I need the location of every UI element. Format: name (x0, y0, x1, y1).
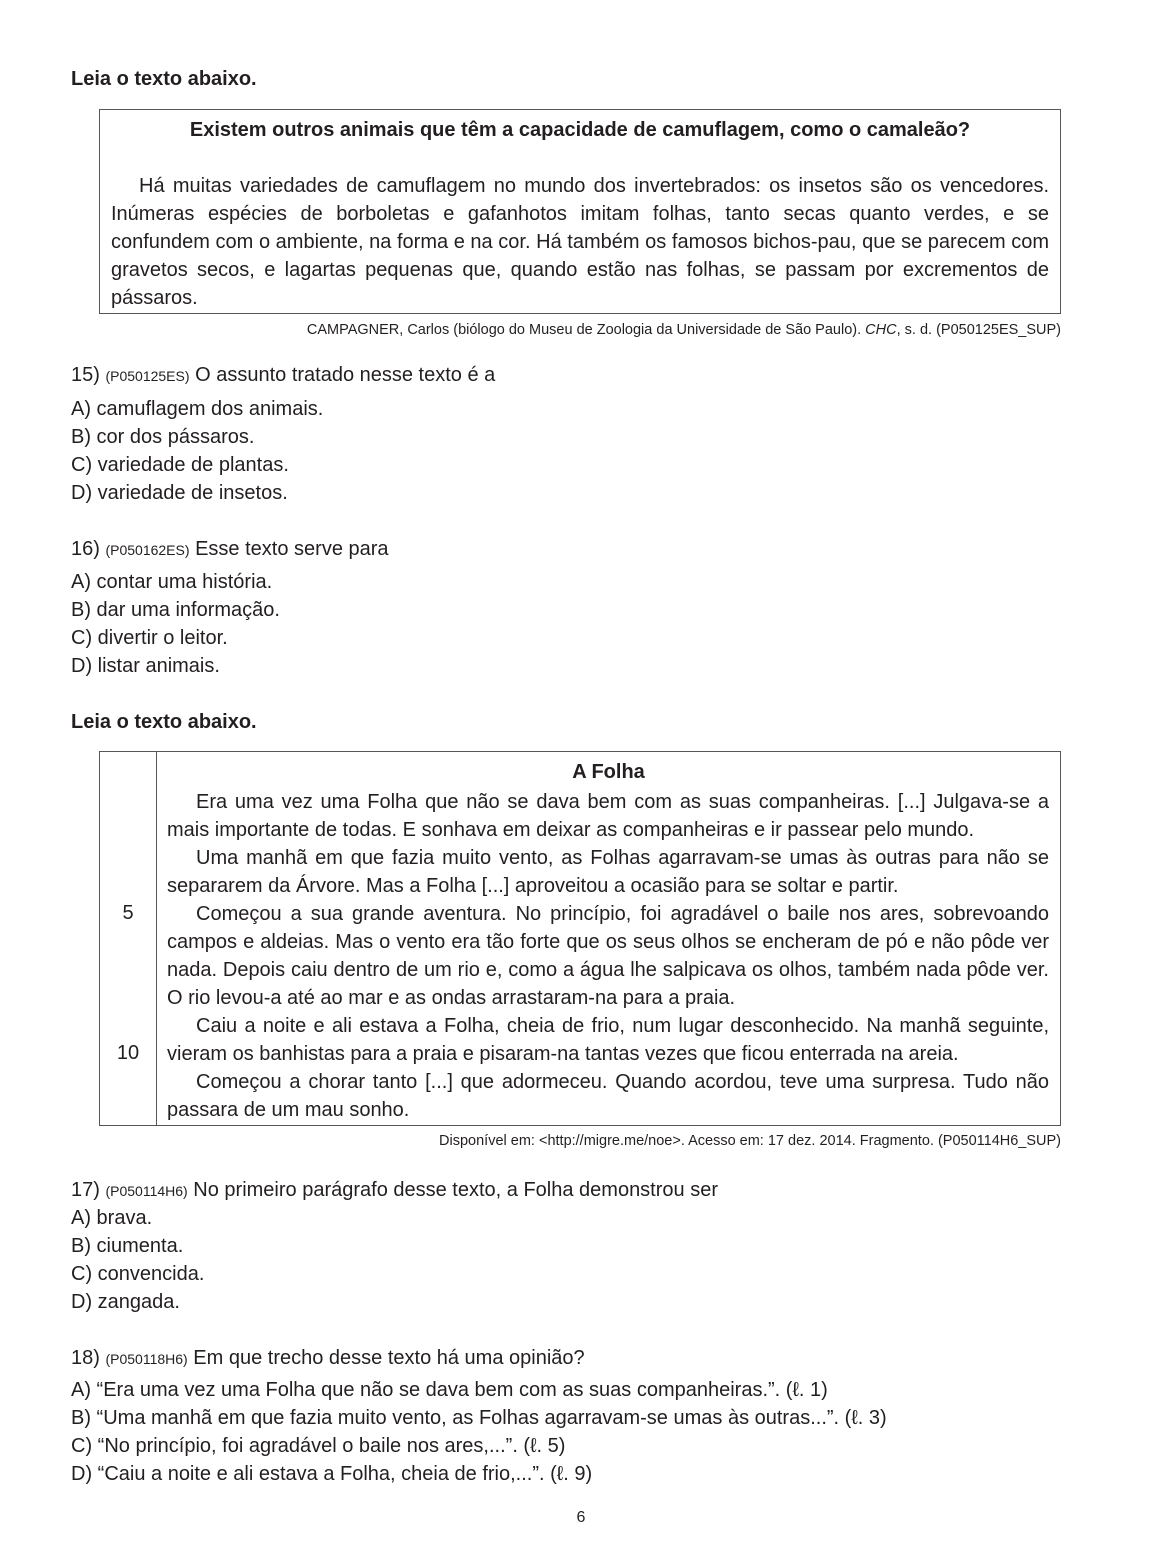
option-a: A) “Era uma vez uma Folha que não se dava bem com as suas companheiras.”. (ℓ. 1) (71, 1379, 828, 1401)
option-d: D) zangada. (71, 1291, 180, 1313)
source-suffix: , s. d. (P050125ES_SUP) (896, 322, 1061, 338)
question-code: (P050125ES) (105, 368, 190, 384)
question-number: 17) (71, 1179, 100, 1201)
question-17 (71, 1179, 718, 1202)
source-citation (307, 322, 1061, 338)
question-stem: Esse texto serve para (195, 538, 389, 560)
question-number: 15) (71, 364, 100, 386)
source-prefix: CAMPAGNER, Carlos (biólogo do Museu de Zoologia da Universidade de São Paulo). (306, 322, 866, 338)
line-number-5: 5 (122, 902, 134, 924)
option-b: B) “Uma manhã em que fazia muito vento, as Folhas agarravam-se umas às outras...”. (ℓ. 3) (71, 1407, 887, 1429)
option-d: D) variedade de insetos. (71, 482, 288, 504)
option-c: C) convencida. (71, 1263, 205, 1285)
question-18 (71, 1347, 585, 1370)
story-title: A Folha (572, 761, 645, 783)
story-paragraph: Começou a chorar tanto [...] que adormeceu. Quando acordou, teve uma surpresa. Tudo não passara de um mau sonho. (167, 1071, 1049, 1121)
story-paragraph: Começou a sua grande aventura. No princípio, foi agradável o baile nos ares, sobrevoando campos e aldeias. Mas o vento era tão forte que os seus olhos se encheram de pó e não pôde ver nada. Depois caiu dentro de um rio e, como a água lhe salpicava os olhos, também nada pôde ver. O rio levou-a até ao mar e as ondas arrastaram-na para a praia. (167, 903, 1049, 1009)
option-c: C) “No princípio, foi agradável o baile nos ares,...”. (ℓ. 5) (71, 1435, 566, 1457)
question-15 (71, 364, 495, 387)
question-stem: Em que trecho desse texto há uma opinião? (193, 1347, 585, 1369)
question-stem: No primeiro parágrafo desse texto, a Folha demonstrou ser (193, 1179, 718, 1201)
question-16 (71, 538, 389, 561)
story-paragraph: Uma manhã em que fazia muito vento, as Folhas agarravam-se umas às outras para não se separarem da Árvore. Mas a Folha [...] aproveitou a ocasião para se soltar e partir. (167, 847, 1049, 897)
source-citation: Disponível em: <http://migre.me/noe>. Acesso em: 17 dez. 2014. Fragmento. (P050114H6_SUP) (439, 1133, 1061, 1149)
option-a: A) camuflagem dos animais. (71, 398, 324, 420)
option-a: A) contar uma história. (71, 571, 273, 593)
option-d: D) listar animais. (71, 655, 220, 677)
line-number-10: 10 (116, 1042, 140, 1064)
option-a: A) brava. (71, 1207, 153, 1229)
option-c: C) variedade de plantas. (71, 454, 289, 476)
story-paragraph: Era uma vez uma Folha que não se dava bem com as suas companheiras. [...] Julgava-se a mais importante de todas. E sonhava em deixar as companheiras e ir passear pelo mundo. (167, 791, 1049, 841)
option-c: C) divertir o leitor. (71, 627, 228, 649)
instruction-heading: Leia o texto abaixo. (71, 711, 257, 733)
text-box-camouflage (99, 109, 1061, 314)
text-box-a-folha (99, 751, 1061, 1126)
option-b: B) dar uma informação. (71, 599, 280, 621)
story-text (167, 788, 1049, 1124)
page-number: 6 (576, 1509, 586, 1526)
option-b: B) cor dos pássaros. (71, 426, 255, 448)
text-paragraph: Há muitas variedades de camuflagem no mundo dos invertebrados: os insetos são os vencedores. Inúmeras espécies de borboletas e gafanhotos imitam folhas, tanto secas quanto verdes, e se confundem com o ambiente, na forma e na cor. Há também os famosos bichos-pau, que se parecem com gravetos secos, e lagartas pequenas que, quando estão nas folhas, se passam por excrementos de pássaros. (111, 175, 1049, 309)
option-b: B) ciumenta. (71, 1235, 184, 1257)
source-journal: CHC (865, 322, 897, 338)
question-stem: O assunto tratado nesse texto é a (195, 364, 496, 386)
question-number: 16) (71, 538, 100, 560)
question-number: 18) (71, 1347, 100, 1369)
line-number-divider (156, 752, 157, 1125)
option-d: D) “Caiu a noite e ali estava a Folha, cheia de frio,...”. (ℓ. 9) (71, 1463, 593, 1485)
question-code: (P050162ES) (105, 542, 190, 558)
text-title: Existem outros animais que têm a capacidade de camuflagem, como o camaleão? (189, 119, 971, 141)
question-code: (P050118H6) (105, 1351, 188, 1367)
question-code: (P050114H6) (105, 1183, 188, 1199)
instruction-heading: Leia o texto abaixo. (71, 68, 257, 90)
story-paragraph: Caiu a noite e ali estava a Folha, cheia de frio, num lugar desconhecido. Na manhã seguinte, vieram os banhistas para a praia e pisaram-na tantas vezes que ficou enterrada na areia. (167, 1015, 1049, 1065)
